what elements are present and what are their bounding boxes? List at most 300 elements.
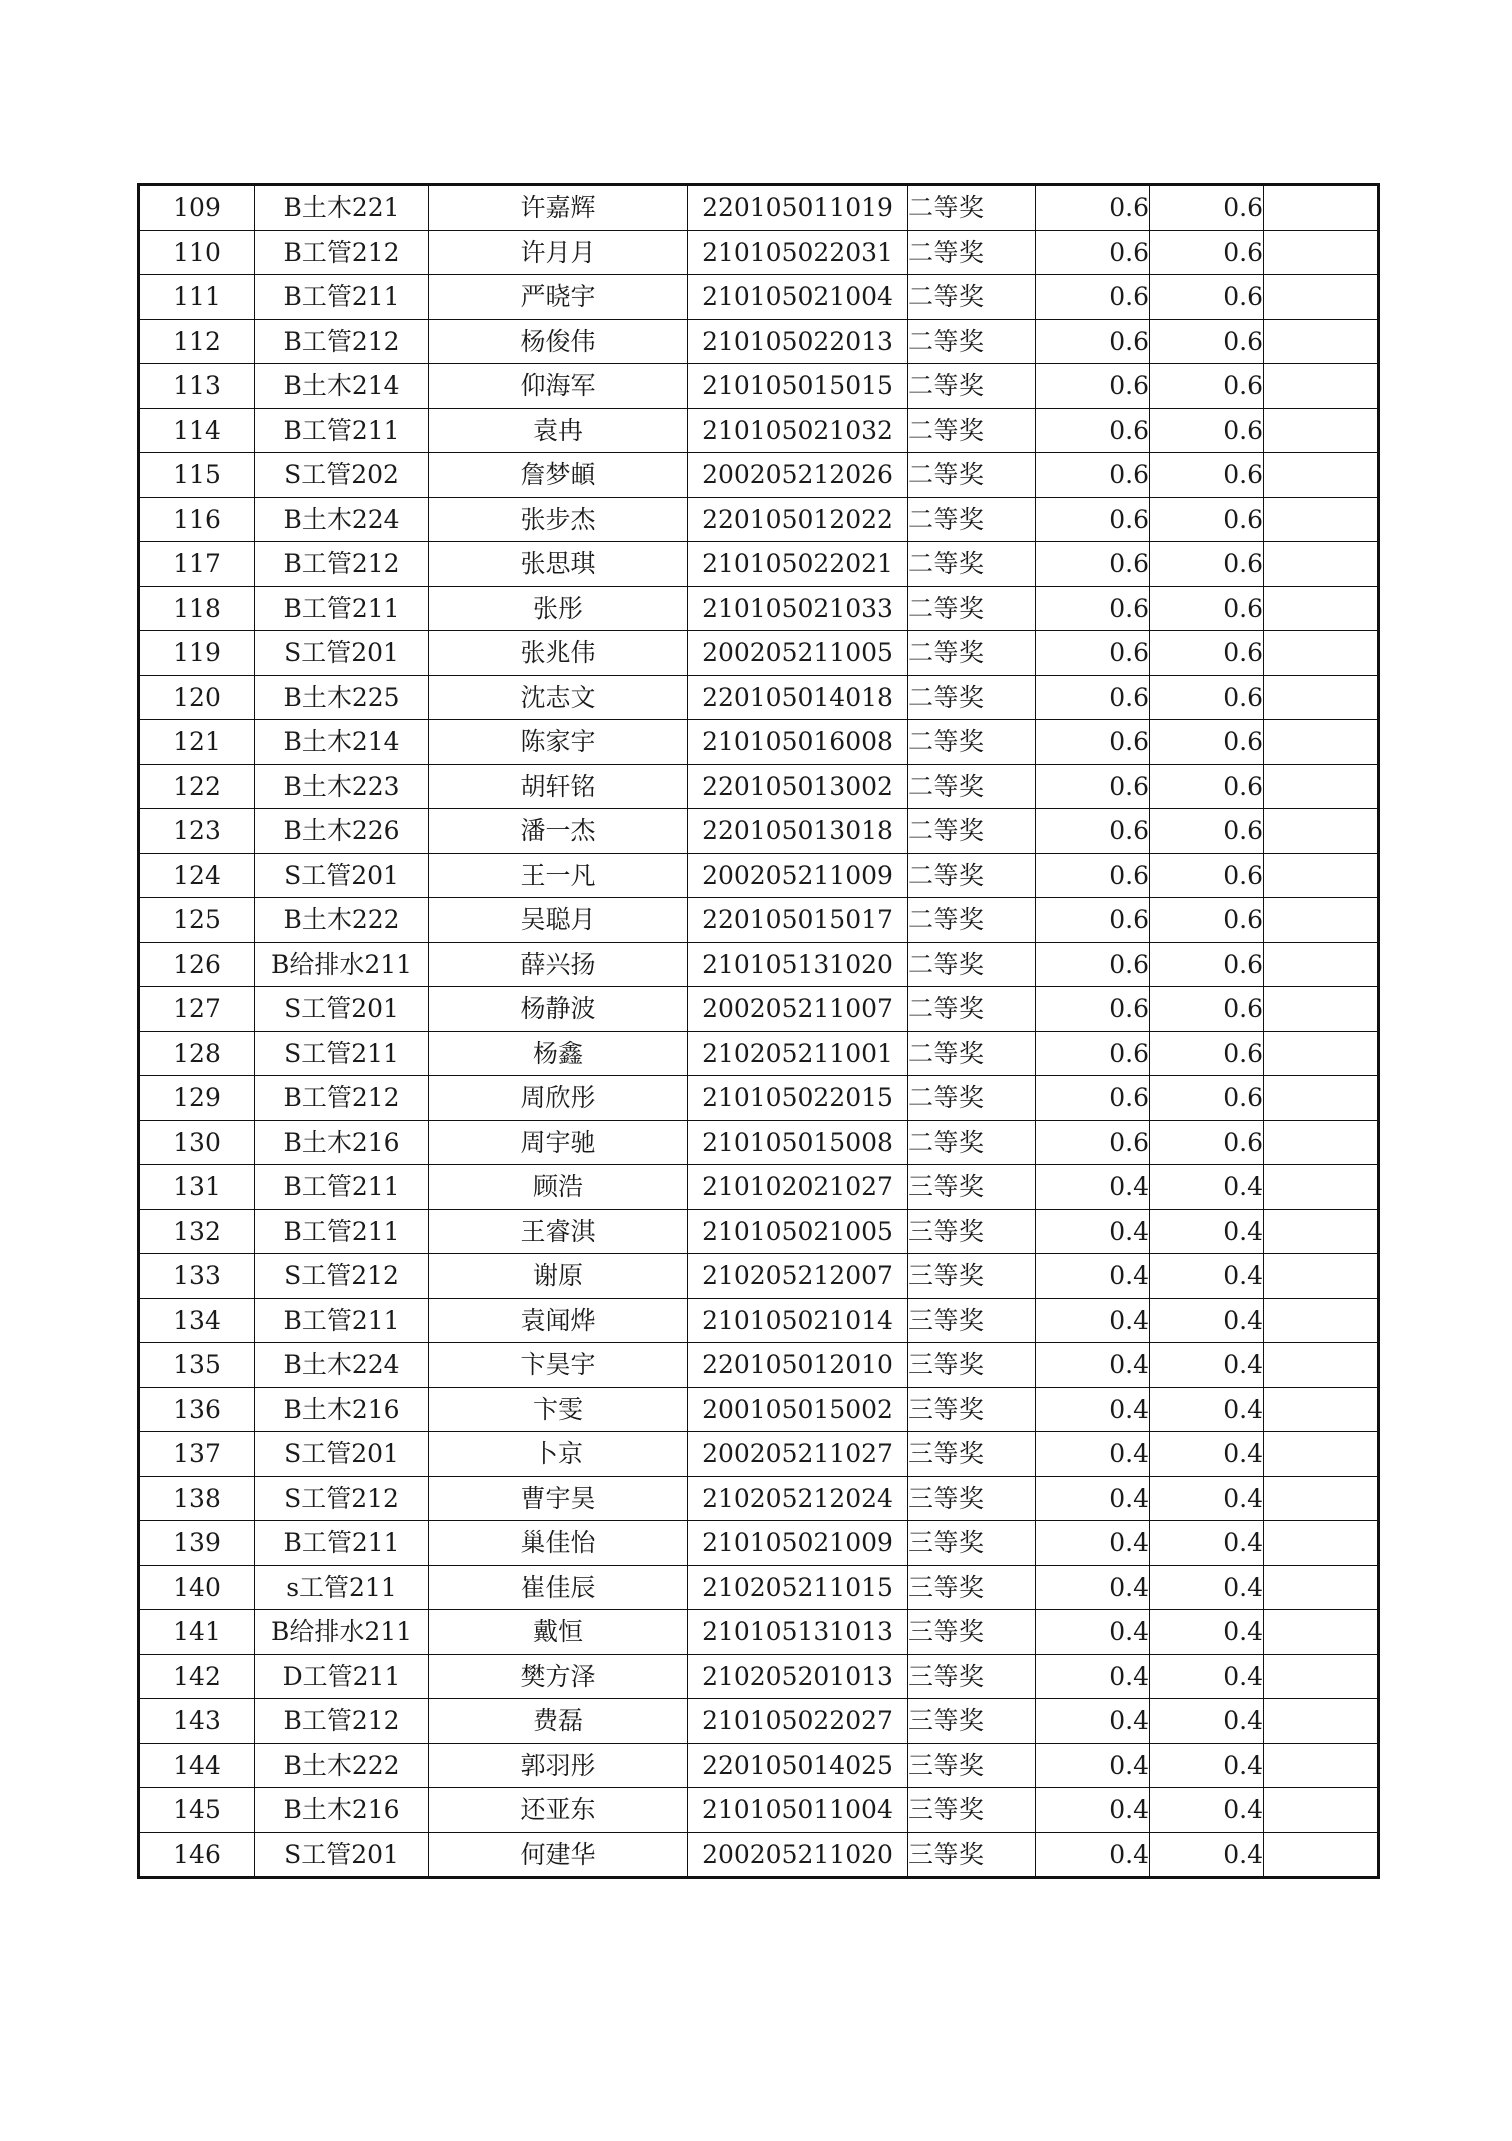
- cell-student-name: 郭羽彤: [429, 1743, 688, 1788]
- cell-score-2: 0.6: [1150, 586, 1264, 631]
- cell-serial-number: 138: [139, 1476, 255, 1521]
- cell-score-2: 0.4: [1150, 1699, 1264, 1744]
- table-row: [139, 1298, 1379, 1343]
- cell-award-level: 二等奖: [908, 364, 1036, 409]
- cell-score-1: 0.6: [1036, 1031, 1150, 1076]
- cell-student-name: 詹梦頔: [429, 453, 688, 498]
- cell-award-level: 二等奖: [908, 809, 1036, 854]
- cell-serial-number: 145: [139, 1788, 255, 1833]
- table-row: [139, 408, 1379, 453]
- cell-remark: [1264, 408, 1379, 453]
- cell-score-1: 0.6: [1036, 364, 1150, 409]
- cell-serial-number: 113: [139, 364, 255, 409]
- cell-serial-number: 111: [139, 275, 255, 320]
- cell-score-2: 0.6: [1150, 408, 1264, 453]
- table-row: [139, 1209, 1379, 1254]
- cell-student-name: 费磊: [429, 1699, 688, 1744]
- cell-score-1: 0.4: [1036, 1165, 1150, 1210]
- cell-award-level: 二等奖: [908, 764, 1036, 809]
- cell-score-2: 0.6: [1150, 275, 1264, 320]
- cell-score-1: 0.6: [1036, 764, 1150, 809]
- cell-score-1: 0.4: [1036, 1654, 1150, 1699]
- cell-class: B土木216: [255, 1120, 429, 1165]
- cell-score-2: 0.6: [1150, 1120, 1264, 1165]
- cell-student-name: 吴聪月: [429, 898, 688, 943]
- table-row: [139, 1699, 1379, 1744]
- cell-student-id: 210105022013: [688, 319, 908, 364]
- cell-remark: [1264, 1165, 1379, 1210]
- table-row: [139, 542, 1379, 587]
- cell-serial-number: 112: [139, 319, 255, 364]
- cell-student-id: 210105011004: [688, 1788, 908, 1833]
- cell-score-2: 0.6: [1150, 942, 1264, 987]
- cell-score-1: 0.6: [1036, 185, 1150, 231]
- cell-score-1: 0.4: [1036, 1832, 1150, 1878]
- cell-remark: [1264, 275, 1379, 320]
- cell-serial-number: 116: [139, 497, 255, 542]
- cell-remark: [1264, 853, 1379, 898]
- cell-award-level: 三等奖: [908, 1832, 1036, 1878]
- table-row: [139, 942, 1379, 987]
- cell-student-id: 210205211015: [688, 1565, 908, 1610]
- table-row: [139, 1565, 1379, 1610]
- cell-award-level: 二等奖: [908, 1031, 1036, 1076]
- cell-student-id: 210105131020: [688, 942, 908, 987]
- cell-student-name: 张彤: [429, 586, 688, 631]
- cell-score-1: 0.6: [1036, 1120, 1150, 1165]
- cell-award-level: 三等奖: [908, 1788, 1036, 1833]
- cell-class: D工管211: [255, 1654, 429, 1699]
- cell-award-level: 二等奖: [908, 898, 1036, 943]
- cell-class: B土木214: [255, 364, 429, 409]
- cell-serial-number: 126: [139, 942, 255, 987]
- table-row: [139, 809, 1379, 854]
- cell-remark: [1264, 1209, 1379, 1254]
- cell-student-id: 210105022021: [688, 542, 908, 587]
- cell-award-level: 二等奖: [908, 1120, 1036, 1165]
- table-row: [139, 631, 1379, 676]
- cell-student-id: 210105022015: [688, 1076, 908, 1121]
- cell-score-2: 0.6: [1150, 631, 1264, 676]
- table-row: [139, 1788, 1379, 1833]
- cell-award-level: 三等奖: [908, 1254, 1036, 1299]
- cell-student-name: 薛兴扬: [429, 942, 688, 987]
- cell-remark: [1264, 453, 1379, 498]
- cell-score-2: 0.4: [1150, 1654, 1264, 1699]
- cell-class: B土木224: [255, 497, 429, 542]
- table-row: [139, 1343, 1379, 1388]
- table-row: [139, 364, 1379, 409]
- cell-award-level: 三等奖: [908, 1343, 1036, 1388]
- cell-remark: [1264, 1788, 1379, 1833]
- cell-student-id: 220105012010: [688, 1343, 908, 1388]
- cell-score-2: 0.6: [1150, 230, 1264, 275]
- cell-award-level: 三等奖: [908, 1387, 1036, 1432]
- cell-score-1: 0.4: [1036, 1298, 1150, 1343]
- cell-remark: [1264, 185, 1379, 231]
- cell-award-level: 二等奖: [908, 542, 1036, 587]
- cell-serial-number: 125: [139, 898, 255, 943]
- table-row: [139, 853, 1379, 898]
- cell-student-name: 杨俊伟: [429, 319, 688, 364]
- cell-serial-number: 119: [139, 631, 255, 676]
- cell-student-id: 210105022031: [688, 230, 908, 275]
- cell-student-id: 210105015015: [688, 364, 908, 409]
- cell-award-level: 三等奖: [908, 1565, 1036, 1610]
- cell-student-name: 严晓宇: [429, 275, 688, 320]
- cell-student-name: 卞昊宇: [429, 1343, 688, 1388]
- cell-award-level: 三等奖: [908, 1476, 1036, 1521]
- table-row: [139, 497, 1379, 542]
- table-row: [139, 1610, 1379, 1655]
- cell-score-1: 0.6: [1036, 453, 1150, 498]
- cell-remark: [1264, 1432, 1379, 1477]
- cell-award-level: 三等奖: [908, 1209, 1036, 1254]
- cell-class: B土木224: [255, 1343, 429, 1388]
- cell-serial-number: 115: [139, 453, 255, 498]
- cell-score-2: 0.6: [1150, 987, 1264, 1032]
- cell-score-2: 0.6: [1150, 453, 1264, 498]
- cell-score-2: 0.4: [1150, 1565, 1264, 1610]
- cell-score-1: 0.6: [1036, 586, 1150, 631]
- cell-class: B工管211: [255, 586, 429, 631]
- cell-student-id: 220105012022: [688, 497, 908, 542]
- cell-serial-number: 136: [139, 1387, 255, 1432]
- cell-student-name: 许月月: [429, 230, 688, 275]
- cell-student-name: 张兆伟: [429, 631, 688, 676]
- cell-score-1: 0.6: [1036, 230, 1150, 275]
- cell-class: B工管211: [255, 1298, 429, 1343]
- cell-score-1: 0.4: [1036, 1209, 1150, 1254]
- cell-class: S工管201: [255, 1832, 429, 1878]
- cell-class: B土木222: [255, 1743, 429, 1788]
- cell-score-1: 0.4: [1036, 1521, 1150, 1566]
- cell-student-id: 200205211009: [688, 853, 908, 898]
- table-row: [139, 185, 1379, 231]
- table-row: [139, 1432, 1379, 1477]
- cell-serial-number: 109: [139, 185, 255, 231]
- cell-serial-number: 132: [139, 1209, 255, 1254]
- cell-serial-number: 146: [139, 1832, 255, 1878]
- cell-serial-number: 144: [139, 1743, 255, 1788]
- cell-class: B工管211: [255, 1521, 429, 1566]
- cell-award-level: 二等奖: [908, 408, 1036, 453]
- cell-class: B给排水211: [255, 1610, 429, 1655]
- cell-student-name: 卞雯: [429, 1387, 688, 1432]
- cell-class: B工管212: [255, 542, 429, 587]
- cell-student-id: 220105014018: [688, 675, 908, 720]
- cell-serial-number: 139: [139, 1521, 255, 1566]
- cell-student-name: 周欣彤: [429, 1076, 688, 1121]
- cell-remark: [1264, 1031, 1379, 1076]
- cell-remark: [1264, 720, 1379, 765]
- table-row: [139, 720, 1379, 765]
- cell-score-2: 0.6: [1150, 364, 1264, 409]
- cell-remark: [1264, 586, 1379, 631]
- cell-class: B土木214: [255, 720, 429, 765]
- cell-award-level: 三等奖: [908, 1298, 1036, 1343]
- cell-class: B土木226: [255, 809, 429, 854]
- cell-serial-number: 131: [139, 1165, 255, 1210]
- cell-serial-number: 117: [139, 542, 255, 587]
- cell-score-1: 0.4: [1036, 1387, 1150, 1432]
- cell-remark: [1264, 675, 1379, 720]
- cell-class: B土木221: [255, 185, 429, 231]
- cell-remark: [1264, 1476, 1379, 1521]
- cell-student-name: 袁闻烨: [429, 1298, 688, 1343]
- cell-student-id: 210105131013: [688, 1610, 908, 1655]
- cell-score-2: 0.6: [1150, 720, 1264, 765]
- cell-student-name: 胡轩铭: [429, 764, 688, 809]
- cell-class: S工管201: [255, 1432, 429, 1477]
- cell-score-1: 0.6: [1036, 942, 1150, 987]
- cell-serial-number: 129: [139, 1076, 255, 1121]
- cell-score-2: 0.6: [1150, 853, 1264, 898]
- cell-remark: [1264, 1343, 1379, 1388]
- cell-score-1: 0.4: [1036, 1476, 1150, 1521]
- cell-remark: [1264, 1699, 1379, 1744]
- table-body: [139, 185, 1379, 1878]
- cell-student-name: 袁冉: [429, 408, 688, 453]
- cell-score-2: 0.6: [1150, 1031, 1264, 1076]
- cell-remark: [1264, 764, 1379, 809]
- table-row: [139, 987, 1379, 1032]
- cell-award-level: 二等奖: [908, 319, 1036, 364]
- cell-score-1: 0.6: [1036, 497, 1150, 542]
- cell-remark: [1264, 809, 1379, 854]
- cell-student-name: 王一凡: [429, 853, 688, 898]
- cell-student-id: 220105015017: [688, 898, 908, 943]
- cell-remark: [1264, 1654, 1379, 1699]
- cell-serial-number: 120: [139, 675, 255, 720]
- cell-score-1: 0.6: [1036, 542, 1150, 587]
- cell-serial-number: 114: [139, 408, 255, 453]
- table-row: [139, 319, 1379, 364]
- cell-student-name: 樊方泽: [429, 1654, 688, 1699]
- cell-student-id: 200205211027: [688, 1432, 908, 1477]
- cell-remark: [1264, 497, 1379, 542]
- cell-score-2: 0.4: [1150, 1521, 1264, 1566]
- table-row: [139, 1120, 1379, 1165]
- cell-remark: [1264, 319, 1379, 364]
- cell-score-1: 0.6: [1036, 275, 1150, 320]
- table-row: [139, 1743, 1379, 1788]
- cell-serial-number: 135: [139, 1343, 255, 1388]
- cell-score-1: 0.6: [1036, 1076, 1150, 1121]
- cell-student-name: 顾浩: [429, 1165, 688, 1210]
- cell-serial-number: 141: [139, 1610, 255, 1655]
- table-row: [139, 1654, 1379, 1699]
- cell-score-1: 0.6: [1036, 809, 1150, 854]
- cell-score-2: 0.4: [1150, 1476, 1264, 1521]
- cell-serial-number: 118: [139, 586, 255, 631]
- cell-award-level: 二等奖: [908, 1076, 1036, 1121]
- cell-remark: [1264, 542, 1379, 587]
- cell-award-level: 二等奖: [908, 230, 1036, 275]
- cell-score-2: 0.4: [1150, 1432, 1264, 1477]
- cell-class: B土木225: [255, 675, 429, 720]
- cell-score-1: 0.6: [1036, 631, 1150, 676]
- table-row: [139, 275, 1379, 320]
- table-row: [139, 230, 1379, 275]
- cell-class: s工管211: [255, 1565, 429, 1610]
- cell-remark: [1264, 230, 1379, 275]
- table-row: [139, 586, 1379, 631]
- cell-remark: [1264, 364, 1379, 409]
- cell-student-id: 220105013018: [688, 809, 908, 854]
- cell-class: S工管211: [255, 1031, 429, 1076]
- cell-student-id: 210105021009: [688, 1521, 908, 1566]
- cell-award-level: 三等奖: [908, 1165, 1036, 1210]
- cell-score-2: 0.6: [1150, 497, 1264, 542]
- cell-student-name: 杨静波: [429, 987, 688, 1032]
- cell-score-1: 0.4: [1036, 1343, 1150, 1388]
- cell-student-name: 周宇驰: [429, 1120, 688, 1165]
- cell-award-level: 三等奖: [908, 1654, 1036, 1699]
- table-row: [139, 764, 1379, 809]
- cell-score-2: 0.6: [1150, 764, 1264, 809]
- cell-class: S工管212: [255, 1476, 429, 1521]
- cell-serial-number: 127: [139, 987, 255, 1032]
- cell-serial-number: 122: [139, 764, 255, 809]
- cell-serial-number: 130: [139, 1120, 255, 1165]
- cell-score-2: 0.6: [1150, 542, 1264, 587]
- cell-score-2: 0.6: [1150, 1076, 1264, 1121]
- cell-class: B工管212: [255, 319, 429, 364]
- cell-student-id: 210205201013: [688, 1654, 908, 1699]
- cell-class: B工管212: [255, 1699, 429, 1744]
- cell-award-level: 二等奖: [908, 853, 1036, 898]
- cell-award-level: 二等奖: [908, 185, 1036, 231]
- cell-class: B土木223: [255, 764, 429, 809]
- cell-class: B工管211: [255, 408, 429, 453]
- cell-student-name: 杨鑫: [429, 1031, 688, 1076]
- cell-student-name: 张思琪: [429, 542, 688, 587]
- cell-class: B土木216: [255, 1788, 429, 1833]
- cell-student-name: 谢原: [429, 1254, 688, 1299]
- cell-class: B给排水211: [255, 942, 429, 987]
- cell-student-id: 200205211007: [688, 987, 908, 1032]
- cell-serial-number: 137: [139, 1432, 255, 1477]
- cell-score-2: 0.6: [1150, 898, 1264, 943]
- cell-serial-number: 121: [139, 720, 255, 765]
- cell-class: S工管212: [255, 1254, 429, 1299]
- cell-award-level: 三等奖: [908, 1610, 1036, 1655]
- cell-student-id: 200205211005: [688, 631, 908, 676]
- cell-score-2: 0.6: [1150, 185, 1264, 231]
- cell-score-1: 0.6: [1036, 319, 1150, 364]
- cell-score-1: 0.6: [1036, 987, 1150, 1032]
- cell-serial-number: 134: [139, 1298, 255, 1343]
- table-row: [139, 453, 1379, 498]
- cell-remark: [1264, 1565, 1379, 1610]
- cell-score-1: 0.6: [1036, 408, 1150, 453]
- cell-score-1: 0.6: [1036, 898, 1150, 943]
- cell-award-level: 二等奖: [908, 586, 1036, 631]
- cell-student-id: 220105014025: [688, 1743, 908, 1788]
- cell-student-id: 210105015008: [688, 1120, 908, 1165]
- cell-serial-number: 123: [139, 809, 255, 854]
- cell-student-id: 200105015002: [688, 1387, 908, 1432]
- cell-award-level: 二等奖: [908, 720, 1036, 765]
- cell-student-id: 210105021033: [688, 586, 908, 631]
- table-row: [139, 1521, 1379, 1566]
- cell-score-2: 0.4: [1150, 1165, 1264, 1210]
- cell-score-1: 0.4: [1036, 1743, 1150, 1788]
- cell-award-level: 二等奖: [908, 675, 1036, 720]
- cell-award-level: 三等奖: [908, 1699, 1036, 1744]
- cell-serial-number: 110: [139, 230, 255, 275]
- table-row: [139, 1165, 1379, 1210]
- cell-score-1: 0.6: [1036, 853, 1150, 898]
- cell-award-level: 二等奖: [908, 497, 1036, 542]
- cell-student-id: 210105021004: [688, 275, 908, 320]
- cell-student-id: 210205212024: [688, 1476, 908, 1521]
- cell-award-level: 二等奖: [908, 631, 1036, 676]
- cell-score-1: 0.4: [1036, 1432, 1150, 1477]
- cell-award-level: 二等奖: [908, 987, 1036, 1032]
- cell-class: B工管212: [255, 1076, 429, 1121]
- cell-class: B土木222: [255, 898, 429, 943]
- cell-student-name: 沈志文: [429, 675, 688, 720]
- table-row: [139, 1387, 1379, 1432]
- table-row: [139, 1476, 1379, 1521]
- cell-remark: [1264, 1298, 1379, 1343]
- cell-remark: [1264, 1521, 1379, 1566]
- table-row: [139, 1832, 1379, 1878]
- cell-remark: [1264, 1254, 1379, 1299]
- cell-student-name: 仰海军: [429, 364, 688, 409]
- award-table: [137, 183, 1380, 1879]
- cell-student-id: 210102021027: [688, 1165, 908, 1210]
- cell-serial-number: 133: [139, 1254, 255, 1299]
- cell-student-name: 曹宇昊: [429, 1476, 688, 1521]
- cell-serial-number: 124: [139, 853, 255, 898]
- cell-remark: [1264, 1610, 1379, 1655]
- cell-student-name: 张步杰: [429, 497, 688, 542]
- cell-class: B工管212: [255, 230, 429, 275]
- cell-student-name: 戴恒: [429, 1610, 688, 1655]
- cell-score-2: 0.4: [1150, 1832, 1264, 1878]
- cell-score-1: 0.4: [1036, 1699, 1150, 1744]
- cell-remark: [1264, 898, 1379, 943]
- cell-class: S工管201: [255, 987, 429, 1032]
- cell-student-id: 200205211020: [688, 1832, 908, 1878]
- cell-student-name: 潘一杰: [429, 809, 688, 854]
- cell-score-1: 0.6: [1036, 720, 1150, 765]
- cell-student-id: 210105021005: [688, 1209, 908, 1254]
- cell-score-2: 0.6: [1150, 319, 1264, 364]
- cell-score-2: 0.6: [1150, 675, 1264, 720]
- table-row: [139, 1031, 1379, 1076]
- cell-student-name: 卜京: [429, 1432, 688, 1477]
- cell-award-level: 二等奖: [908, 942, 1036, 987]
- cell-student-id: 210205212007: [688, 1254, 908, 1299]
- cell-class: B工管211: [255, 275, 429, 320]
- cell-score-1: 0.6: [1036, 675, 1150, 720]
- cell-remark: [1264, 1076, 1379, 1121]
- table-row: [139, 675, 1379, 720]
- cell-student-name: 许嘉辉: [429, 185, 688, 231]
- cell-remark: [1264, 1832, 1379, 1878]
- cell-score-2: 0.4: [1150, 1254, 1264, 1299]
- cell-score-2: 0.4: [1150, 1788, 1264, 1833]
- cell-class: S工管201: [255, 853, 429, 898]
- cell-score-2: 0.4: [1150, 1343, 1264, 1388]
- table-row: [139, 898, 1379, 943]
- cell-remark: [1264, 1743, 1379, 1788]
- cell-class: B土木216: [255, 1387, 429, 1432]
